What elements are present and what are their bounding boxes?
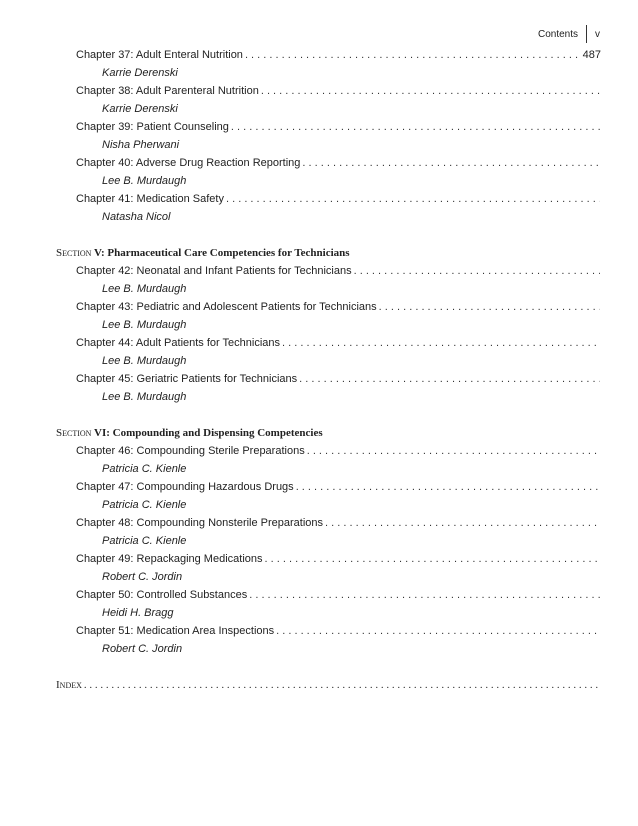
toc-chapter-entry[interactable] xyxy=(56,46,601,64)
header-page-numeral: v xyxy=(595,28,600,40)
running-header xyxy=(538,25,600,43)
chapter-title: Chapter 40: Adverse Drug Reaction Reporting xyxy=(76,157,301,169)
toc-chapter-entry[interactable] xyxy=(56,478,601,496)
dot-leader xyxy=(265,550,600,568)
chapter-author: Patricia C. Kienle xyxy=(102,463,187,475)
toc-chapter-entry[interactable] xyxy=(56,154,601,172)
toc-group-section-vi xyxy=(56,442,601,658)
toc-chapter-entry[interactable] xyxy=(56,550,601,568)
toc-chapter-entry[interactable] xyxy=(56,298,601,316)
dot-leader xyxy=(226,190,600,208)
toc-chapter-entry[interactable] xyxy=(56,442,601,460)
chapter-author: Karrie Derenski xyxy=(102,103,178,115)
dot-leader xyxy=(379,298,600,316)
dot-leader xyxy=(325,514,600,532)
section-heading-v xyxy=(56,244,601,262)
section-title: VI: Compounding and Dispensing Competencies xyxy=(94,427,323,439)
toc-group-section-v xyxy=(56,262,601,406)
chapter-author: Patricia C. Kienle xyxy=(102,499,187,511)
toc-chapter-entry[interactable] xyxy=(56,586,601,604)
chapter-author: Patricia C. Kienle xyxy=(102,535,187,547)
chapter-author: Lee B. Murdaugh xyxy=(102,175,187,187)
dot-leader xyxy=(276,622,600,640)
toc-index-entry[interactable] xyxy=(56,676,601,694)
chapter-title: Chapter 45: Geriatric Patients for Technicians xyxy=(76,373,298,385)
section-prefix: Section xyxy=(56,427,92,439)
chapter-title: Chapter 47: Compounding Hazardous Drugs xyxy=(76,481,294,493)
chapter-title: Chapter 44: Adult Patients for Technicians xyxy=(76,337,281,349)
chapter-title: Chapter 50: Controlled Substances xyxy=(76,589,248,601)
chapter-title: Chapter 42: Neonatal and Infant Patients for Technicians xyxy=(76,265,352,277)
table-of-contents xyxy=(56,46,601,694)
toc-chapter-entry[interactable] xyxy=(56,622,601,640)
chapter-title: Chapter 37: Adult Enteral Nutrition xyxy=(76,49,243,61)
chapter-title: Chapter 46: Compounding Sterile Preparations xyxy=(76,445,305,457)
toc-chapter-entry[interactable] xyxy=(56,190,601,208)
chapter-title: Chapter 51: Medication Area Inspections xyxy=(76,625,275,637)
toc-chapter-entry[interactable] xyxy=(56,118,601,136)
chapter-title: Chapter 43: Pediatric and Adolescent Patients for Technicians xyxy=(76,301,377,313)
chapter-author: Lee B. Murdaugh xyxy=(102,319,187,331)
chapter-author: Lee B. Murdaugh xyxy=(102,391,187,403)
header-label: Contents xyxy=(537,28,578,40)
dot-leader xyxy=(302,154,600,172)
dot-leader xyxy=(282,334,600,352)
index-label: Index xyxy=(56,679,82,691)
dot-leader xyxy=(245,46,582,64)
chapter-author: Lee B. Murdaugh xyxy=(102,355,187,367)
dot-leader xyxy=(354,262,600,280)
toc-chapter-entry[interactable] xyxy=(56,262,601,280)
dot-leader xyxy=(296,478,600,496)
toc-chapter-entry[interactable] xyxy=(56,370,601,388)
chapter-title: Chapter 38: Adult Parenteral Nutrition xyxy=(76,85,259,97)
chapter-author: Robert C. Jordin xyxy=(102,571,183,583)
toc-group-1 xyxy=(56,46,601,226)
chapter-author: Robert C. Jordin xyxy=(102,643,183,655)
chapter-title: Chapter 48: Compounding Nonsterile Preparations xyxy=(76,517,324,529)
chapter-author: Heidi H. Bragg xyxy=(102,607,174,619)
chapter-title: Chapter 39: Patient Counseling xyxy=(76,121,229,133)
dot-leader xyxy=(84,676,600,694)
section-prefix: Section xyxy=(56,247,92,259)
chapter-author: Nisha Pherwani xyxy=(102,139,180,151)
chapter-title: Chapter 49: Repackaging Medications xyxy=(76,553,263,565)
dot-leader xyxy=(249,586,600,604)
toc-chapter-entry[interactable] xyxy=(56,82,601,100)
dot-leader xyxy=(261,82,600,100)
section-title: V: Pharmaceutical Care Competencies for Technicians xyxy=(94,247,350,259)
dot-leader xyxy=(299,370,600,388)
chapter-author: Lee B. Murdaugh xyxy=(102,283,187,295)
dot-leader xyxy=(307,442,600,460)
chapter-author: Karrie Derenski xyxy=(102,67,178,79)
toc-chapter-entry[interactable] xyxy=(56,334,601,352)
header-divider xyxy=(586,25,587,43)
dot-leader xyxy=(231,118,600,136)
section-heading-vi xyxy=(56,424,601,442)
toc-chapter-entry[interactable] xyxy=(56,514,601,532)
chapter-author: Natasha Nicol xyxy=(102,211,171,223)
chapter-page-number: 487 xyxy=(582,49,601,61)
chapter-title: Chapter 41: Medication Safety xyxy=(76,193,224,205)
